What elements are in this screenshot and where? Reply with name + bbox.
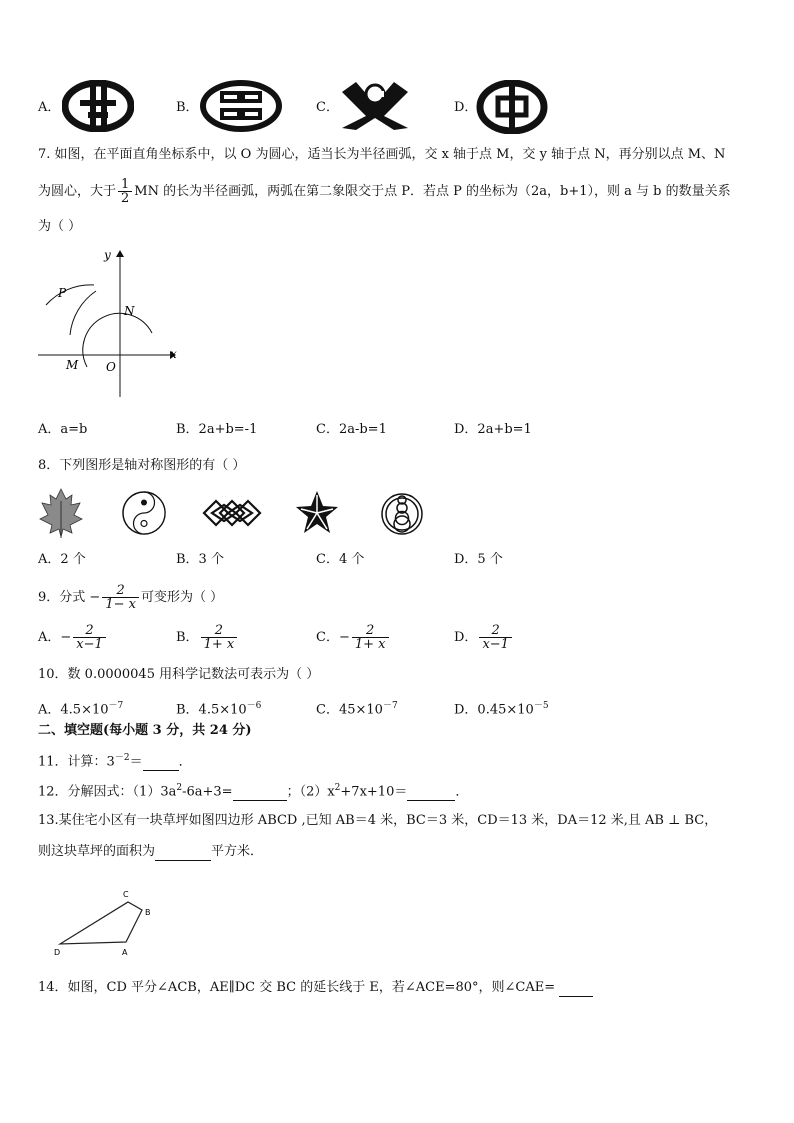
q12-text: ；（2）x	[286, 784, 335, 800]
vertex-a-label: A	[122, 948, 128, 957]
q8-figures	[36, 487, 426, 539]
q7-stem-line3: 为（ ）	[38, 219, 82, 234]
fraction-numerator: 2	[479, 624, 512, 638]
q6-option-a-label: A．	[38, 100, 61, 115]
q8-option-d: D．5 个	[454, 552, 503, 567]
option-label: D．	[454, 630, 478, 645]
fraction-numerator: 2	[201, 624, 238, 638]
answer-blank[interactable]	[407, 800, 455, 801]
q10-option-b	[176, 697, 261, 719]
coordinate-figure	[34, 245, 184, 400]
option-fraction	[73, 624, 106, 651]
q6-option-d-label: D．	[454, 100, 478, 115]
bank-logo-icon	[62, 80, 134, 132]
q10-option-d	[454, 697, 549, 719]
maple-leaf-icon	[40, 489, 82, 538]
fraction-denominator: 1+ x	[203, 637, 235, 652]
fraction-denominator: 1− x	[105, 597, 136, 612]
option-fraction	[201, 624, 238, 651]
option-text: A．4.5×10	[38, 702, 109, 718]
fraction-numerator: 2	[102, 584, 139, 598]
option-fraction	[479, 624, 512, 651]
y-axis-arrow-icon	[116, 250, 124, 257]
q7-option-a: A．a=b	[38, 422, 88, 437]
q7-option-b: B．2a+b=-1	[176, 422, 258, 437]
arc-o	[83, 313, 152, 367]
arc-n	[46, 285, 94, 305]
fraction-denominator: x−1	[482, 637, 509, 652]
option-label: C．	[316, 630, 339, 645]
q14-text: 14．如图，CD 平分∠ACB，AE∥DC 交 BC 的延长线于 E，若∠ACE=80°，则∠CAE=	[38, 980, 560, 995]
option-exponent: －7	[382, 701, 398, 711]
q11-exponent: －2	[114, 753, 130, 763]
point-n-label: N	[124, 304, 135, 318]
q11-text: ＝	[129, 754, 143, 770]
q12-text: ．	[455, 784, 469, 800]
origin-label: O	[106, 360, 116, 374]
quadrilateral-abcd	[60, 902, 142, 944]
option-fraction	[352, 624, 389, 651]
half-fraction	[118, 178, 132, 205]
quadrilateral-figure	[50, 884, 160, 960]
minus-sign: −	[89, 590, 101, 605]
q7-option-d: D．2a+b=1	[454, 422, 532, 437]
option-sign: −	[60, 630, 72, 645]
q7-stem-text: MN 的长为半径画弧，两弧在第二象限交于点 P．若点 P 的坐标为（2a，b+1），则 a 与 b 的数量关系	[134, 184, 731, 199]
nested-circles-icon	[382, 494, 422, 534]
q7-stem-line1: 7. 如图，在平面直角坐标系中，以 O 为圆心，适当长为半径画弧，交 x 轴于点 M，交 y 轴于点 N，再分别以点 M、N	[38, 147, 726, 162]
option-exponent: －7	[108, 701, 124, 711]
q10-stem: 10．数 0.0000045 用科学记数法可表示为（ ）	[38, 667, 320, 682]
option-text: D．0.45×10	[454, 702, 534, 718]
option-text: C．45×10	[316, 702, 383, 718]
q14-stem	[38, 979, 593, 997]
fraction-denominator: x−1	[76, 637, 103, 652]
q9-option-b	[176, 624, 239, 651]
fraction-numerator: 1	[118, 178, 132, 192]
y-axis-label: y	[104, 248, 111, 262]
q11-stem	[38, 749, 192, 771]
q9-option-c	[316, 624, 391, 651]
q8-option-b: B．3 个	[176, 552, 224, 567]
knot-pattern-icon	[204, 501, 260, 525]
bank-logo-icon	[476, 80, 548, 134]
q13-stem-line2	[38, 843, 263, 861]
q8-option-a: A．2 个	[38, 552, 86, 567]
point-p-label: P	[58, 286, 67, 300]
q12-text: 12．分解因式：（1）3a	[38, 784, 177, 800]
bank-logo-icon	[338, 78, 412, 132]
x-axis-label: x	[170, 347, 177, 361]
option-exponent: －5	[533, 701, 549, 711]
fraction-denominator: 1+ x	[354, 637, 386, 652]
q13-stem-line1: 13.某住宅小区有一块草坪如图四边形 ABCD ,已知 AB＝4 米，BC＝3 米，CD＝13 米，DA＝12 米,且 AB ⊥ BC，	[38, 813, 718, 828]
option-sign: −	[338, 630, 350, 645]
q9-fraction	[102, 584, 139, 611]
q12-stem	[38, 779, 468, 801]
yin-yang-icon	[123, 492, 165, 534]
q11-text: 11．计算：3	[38, 754, 115, 770]
q7-stem-line2	[38, 178, 731, 205]
fraction-denominator: 2	[121, 191, 130, 206]
q7-option-c: C．2a-b=1	[316, 422, 387, 437]
option-label: A．	[38, 630, 61, 645]
q9-stem-text: 可变形为（ ）	[140, 590, 224, 605]
q7-stem-text: 为圆心，大于	[38, 184, 117, 199]
q6-option-b-label: B．	[176, 100, 199, 115]
q12-text: +7x+10＝	[340, 784, 408, 800]
q10-option-a	[38, 697, 123, 719]
option-exponent: －6	[246, 701, 262, 711]
star-icon	[296, 491, 338, 533]
vertex-b-label: B	[145, 908, 151, 917]
q8-stem: 8．下列图形是轴对称图形的有（ ）	[38, 458, 246, 473]
q6-option-c-label: C．	[316, 100, 339, 115]
q12-exponent: 2	[176, 783, 183, 793]
q9-stem	[38, 584, 223, 611]
q11-text: ．	[178, 754, 192, 770]
answer-blank[interactable]	[143, 770, 179, 771]
q12-text: -6a+3=	[182, 784, 233, 800]
q9-option-d	[454, 624, 514, 651]
fraction-numerator: 2	[352, 624, 389, 638]
q12-exponent: 2	[334, 783, 341, 793]
q9-option-a	[38, 624, 108, 651]
option-label: B．	[176, 630, 199, 645]
arc-m	[70, 291, 96, 335]
point-m-label: M	[66, 358, 79, 372]
vertex-d-label: D	[54, 948, 61, 957]
answer-blank[interactable]	[233, 800, 287, 801]
vertex-c-label: C	[123, 890, 129, 899]
q10-option-c	[316, 697, 398, 719]
answer-blank[interactable]	[155, 860, 211, 861]
answer-blank[interactable]	[559, 996, 593, 997]
q13-text: 平方米．	[211, 844, 264, 859]
fraction-numerator: 2	[73, 624, 106, 638]
option-text: B．4.5×10	[176, 702, 247, 718]
section-heading: 二、填空题(每小题 3 分，共 24 分)	[38, 723, 252, 738]
q8-option-c: C．4 个	[316, 552, 365, 567]
q13-text: 则这块草坪的面积为	[38, 844, 156, 859]
q9-stem-text: 9．分式	[38, 590, 86, 605]
bank-logo-icon	[200, 80, 282, 132]
